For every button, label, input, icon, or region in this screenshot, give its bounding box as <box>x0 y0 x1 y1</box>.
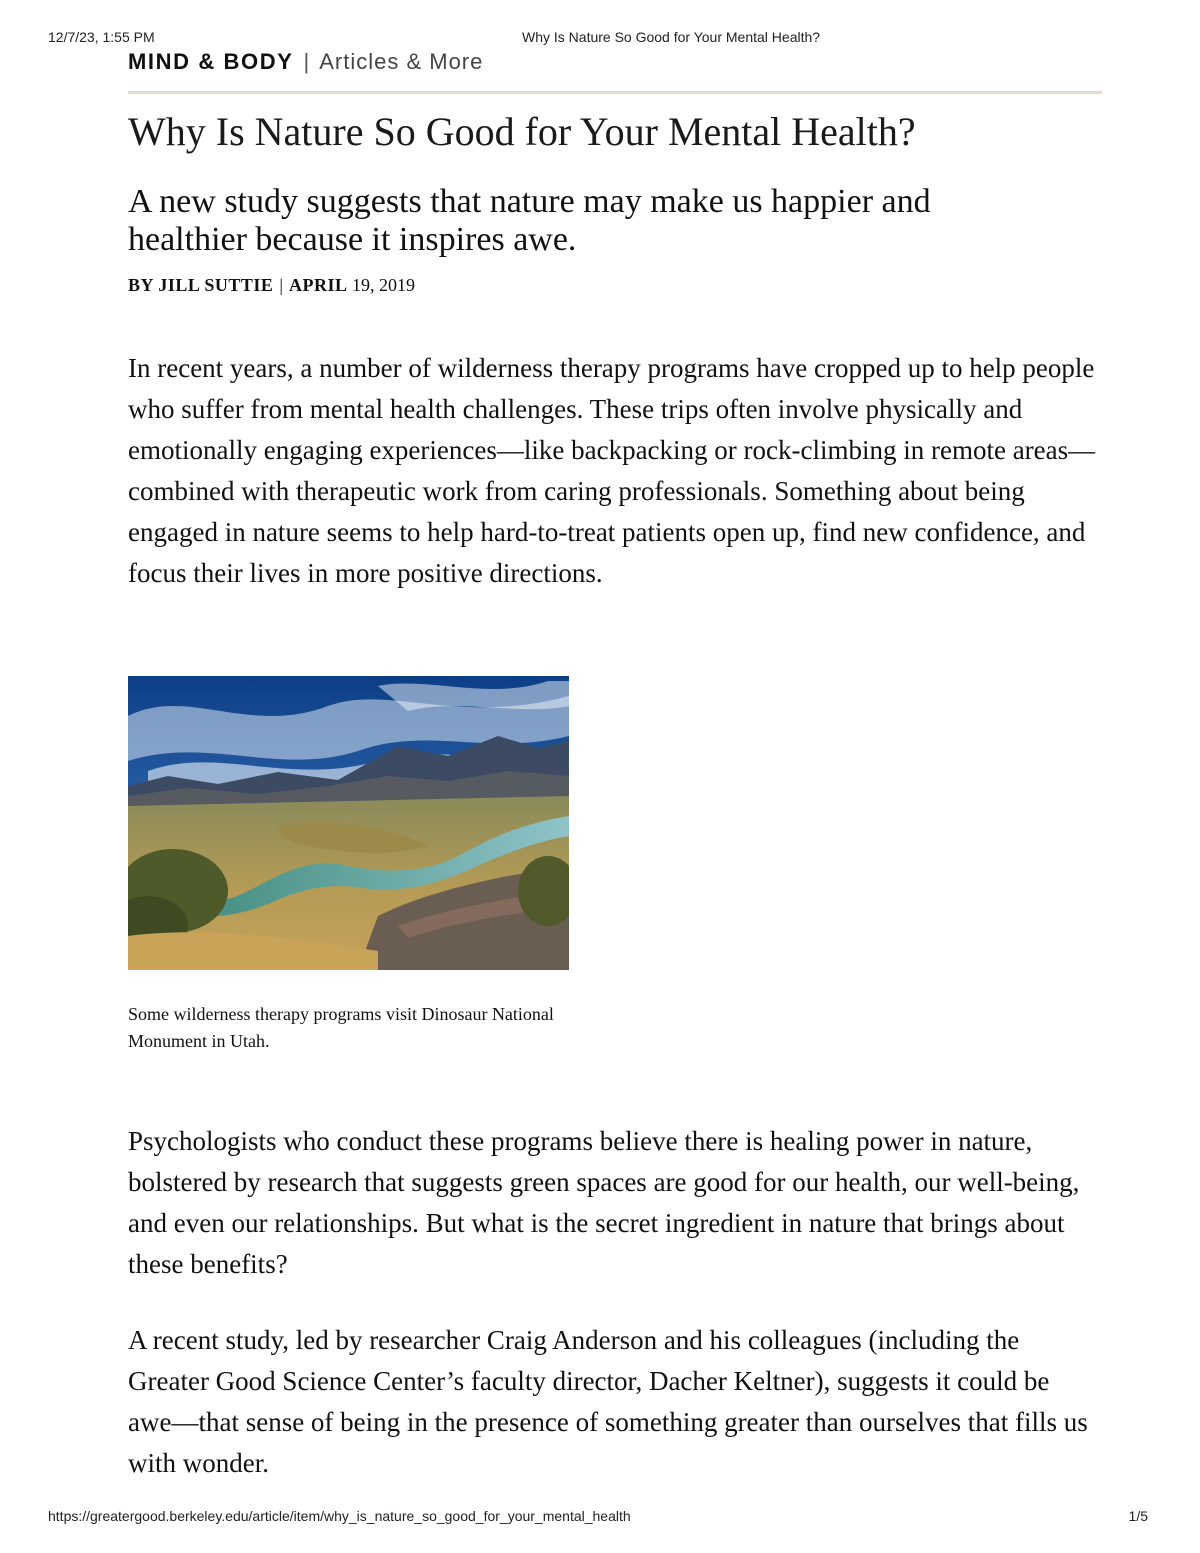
subsection-link-articles[interactable]: Articles & More <box>319 49 484 74</box>
print-footer <box>0 1508 1200 1526</box>
date-day-year: 19, 2019 <box>352 275 416 295</box>
article-byline <box>128 274 415 296</box>
print-timestamp: 12/7/23, 1:55 PM <box>48 29 155 45</box>
article-title: Why Is Nature So Good for Your Mental Health? <box>128 109 916 154</box>
article-paragraph: In recent years, a number of wilderness therapy programs have cropped up to help people who suffer from mental health challenges. These trips often involve physically and emotionally engaging experiences—like backpacking or rock-climbing in remote areas—combined with therapeutic work from caring professionals. Something about being engaged in nature seems to help hard-to-treat patients open up, find new confidence, and focus their lives in more positive directions. <box>128 353 1096 588</box>
print-header <box>0 29 1200 47</box>
byline-divider: | <box>279 275 284 295</box>
article-photo <box>128 676 569 970</box>
landscape-image <box>128 676 569 970</box>
page-number: 1/5 <box>1128 1508 1148 1524</box>
photo-caption: Some wilderness therapy programs visit Dinosaur National Monument in Utah. <box>128 1004 554 1051</box>
author-name[interactable]: BY JILL SUTTIE <box>128 275 274 295</box>
print-document-title: Why Is Nature So Good for Your Mental Health? <box>522 29 821 45</box>
section-separator: | <box>303 49 310 74</box>
section-breadcrumb <box>128 49 483 75</box>
article-paragraph: Psychologists who conduct these programs believe there is healing power in nature, bolstered by research that suggests green spaces are good for our health, our well-being, and even our relationships. But what is the secret ingredient in nature that brings about these benefits? <box>128 1126 1080 1279</box>
article-paragraph: A recent study, led by researcher Craig Anderson and his colleagues (including the Greater Good Science Center’s faculty director, Dacher Keltner), suggests it could be awe—that sense of being in the presence of something greater than ourselves that fills us with wonder. <box>128 1325 1088 1478</box>
header-divider <box>128 91 1102 94</box>
date-month: APRIL <box>289 275 348 295</box>
article-subtitle: A new study suggests that nature may make us happier and healthier because it inspires awe. <box>128 183 931 258</box>
section-link-mind-body[interactable]: MIND & BODY <box>128 49 294 74</box>
print-url: https://greatergood.berkeley.edu/article/item/why_is_nature_so_good_for_your_mental_health <box>48 1508 631 1524</box>
